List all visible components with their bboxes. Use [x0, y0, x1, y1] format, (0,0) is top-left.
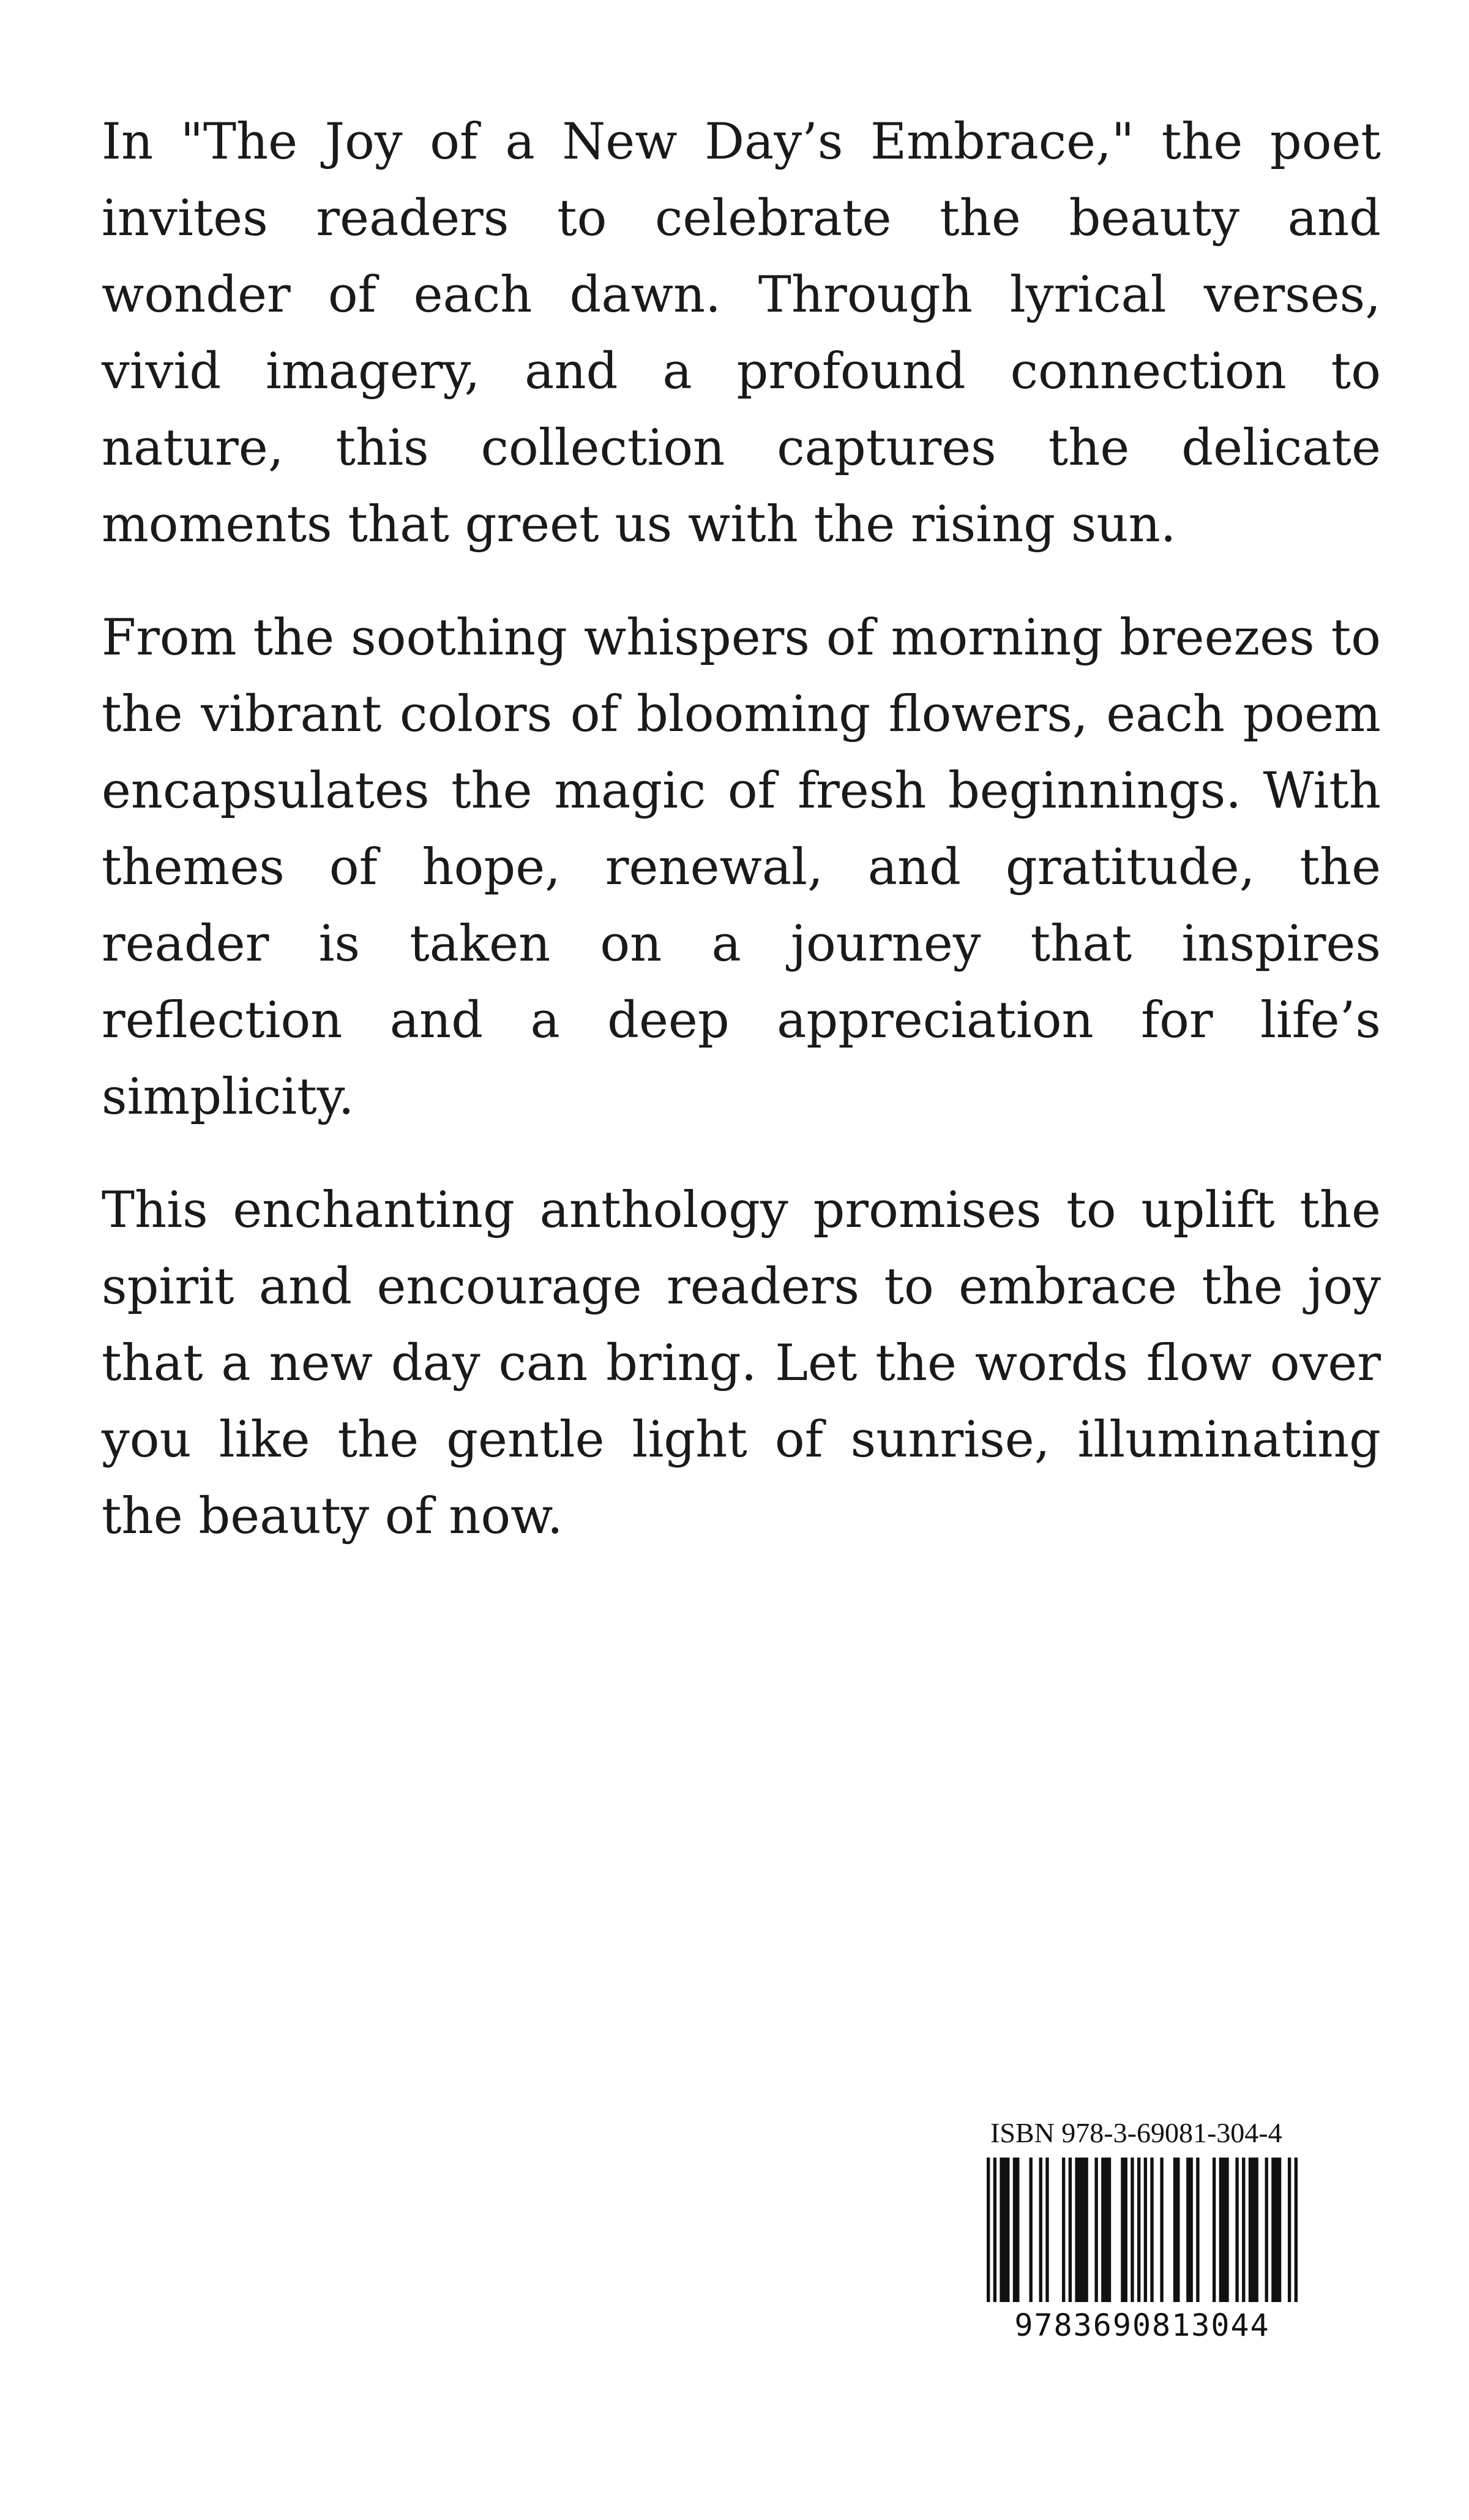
barcode-bar	[993, 2158, 996, 2302]
barcode-bar	[1069, 2158, 1072, 2302]
barcode-bar	[1062, 2158, 1065, 2302]
barcode-bar	[1271, 2158, 1281, 2302]
barcode-bar	[1295, 2158, 1298, 2302]
blurb-paragraph-2: From the soothing whispers of morning breezes to the vibrant colors of blooming flowers, each poem encapsulates the magic of fresh beginnings. With themes of hope, renewal, and gratitude, the reader is taken on a journey that inspires reflection and a deep appreciation for life’s simplicity.	[102, 609, 1381, 1126]
isbn-barcode-block	[987, 2116, 1298, 2349]
barcode-bar	[1075, 2158, 1088, 2302]
barcode-bar	[987, 2158, 990, 2302]
isbn-label: ISBN 978-3-69081-304-4	[990, 2117, 1282, 2148]
barcode-bar	[1039, 2158, 1042, 2302]
barcode-bar	[1030, 2158, 1033, 2302]
barcode-bar	[1265, 2158, 1268, 2302]
barcode-bar	[1235, 2158, 1238, 2302]
barcode-bar	[1144, 2158, 1147, 2302]
barcode-bar	[1131, 2158, 1134, 2302]
barcode-bar	[1121, 2158, 1127, 2302]
blurb-paragraph-3: This enchanting anthology promises to uplift the spirit and encourage readers to embrace the joy that a new day can bring. Let the words flow over you like the gentle light of sunrise, illuminating the beauty of now.	[102, 1182, 1381, 1545]
barcode-bar	[1013, 2158, 1020, 2302]
barcode-bar	[1186, 2158, 1193, 2302]
barcode-image	[987, 2158, 1298, 2302]
barcode-bar	[1160, 2158, 1163, 2302]
barcode-bar	[1213, 2158, 1216, 2302]
barcode-bar	[1196, 2158, 1199, 2302]
barcode-bar	[1173, 2158, 1180, 2302]
barcode-bar	[1045, 2158, 1048, 2302]
back-cover-blurb	[102, 104, 1381, 1592]
barcode-bar	[1094, 2158, 1097, 2302]
barcode-bar	[1150, 2158, 1153, 2302]
barcode-bar	[1137, 2158, 1140, 2302]
barcode-bar	[1242, 2158, 1245, 2302]
barcode-bar	[1288, 2158, 1291, 2302]
barcode-bar	[1000, 2158, 1009, 2302]
ean-digits: 9783690813044	[1014, 2308, 1270, 2343]
barcode-bar	[1219, 2158, 1229, 2302]
barcode-bar	[1249, 2158, 1258, 2302]
blurb-paragraph-1: In "The Joy of a New Day’s Embrace," the poet invites readers to celebrate the beauty and wonder of each dawn. Through lyrical verses, vivid imagery, and a profound connection to nature, this collection captures the delicate moments that greet us with the rising sun.	[102, 113, 1381, 553]
barcode-bar	[1101, 2158, 1111, 2302]
